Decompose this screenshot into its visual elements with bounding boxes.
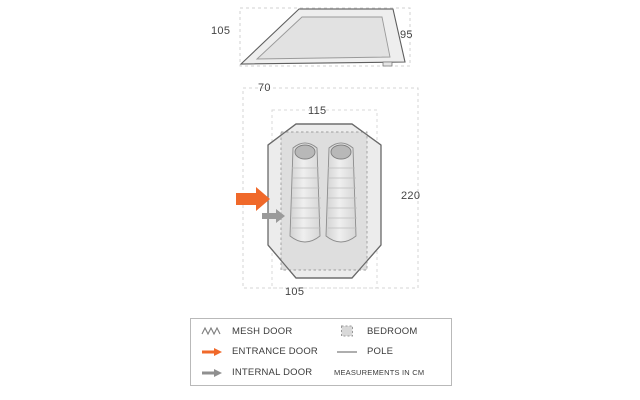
pole-line-icon — [334, 346, 360, 358]
legend-label-internal-door: INTERNAL DOOR — [232, 367, 313, 379]
dim-floorplan-115: 115 — [308, 105, 327, 117]
floorplan-group — [236, 88, 421, 288]
pillow-left — [295, 145, 315, 159]
legend-label-bedroom: BEDROOM — [367, 325, 418, 337]
bedroom-swatch-icon — [334, 325, 360, 337]
dim-floorplan-105: 105 — [285, 286, 305, 298]
mesh-door-icon — [199, 325, 225, 337]
entrance-door-arrow — [236, 187, 270, 211]
legend-item-units-note — [334, 368, 445, 377]
legend-label-units-note: MEASUREMENTS IN CM — [334, 368, 425, 378]
legend-label-mesh-door: MESH DOOR — [232, 325, 293, 337]
sleeping-berth-right — [326, 143, 357, 242]
legend-item-bedroom — [334, 325, 445, 337]
elevation-foot — [383, 62, 392, 66]
legend-item-internal-door — [199, 367, 334, 379]
dim-elevation-left: 105 — [211, 25, 231, 37]
internal-door-arrow-icon — [199, 367, 225, 379]
dim-floorplan-220: 220 — [401, 190, 421, 202]
legend-item-mesh-door — [199, 325, 334, 337]
legend-item-entrance-door — [199, 346, 334, 358]
elevation-group — [240, 8, 410, 66]
pillow-right — [331, 145, 351, 159]
entrance-door-arrow-icon — [199, 346, 225, 358]
legend-label-pole: POLE — [367, 346, 394, 358]
dim-elevation-right: 95 — [400, 29, 413, 41]
legend-item-pole — [334, 346, 445, 358]
legend-label-entrance-door: ENTRANCE DOOR — [232, 346, 318, 358]
dim-floorplan-70: 70 — [258, 82, 271, 94]
sleeping-berth-left — [290, 143, 321, 242]
legend-box — [190, 318, 452, 386]
